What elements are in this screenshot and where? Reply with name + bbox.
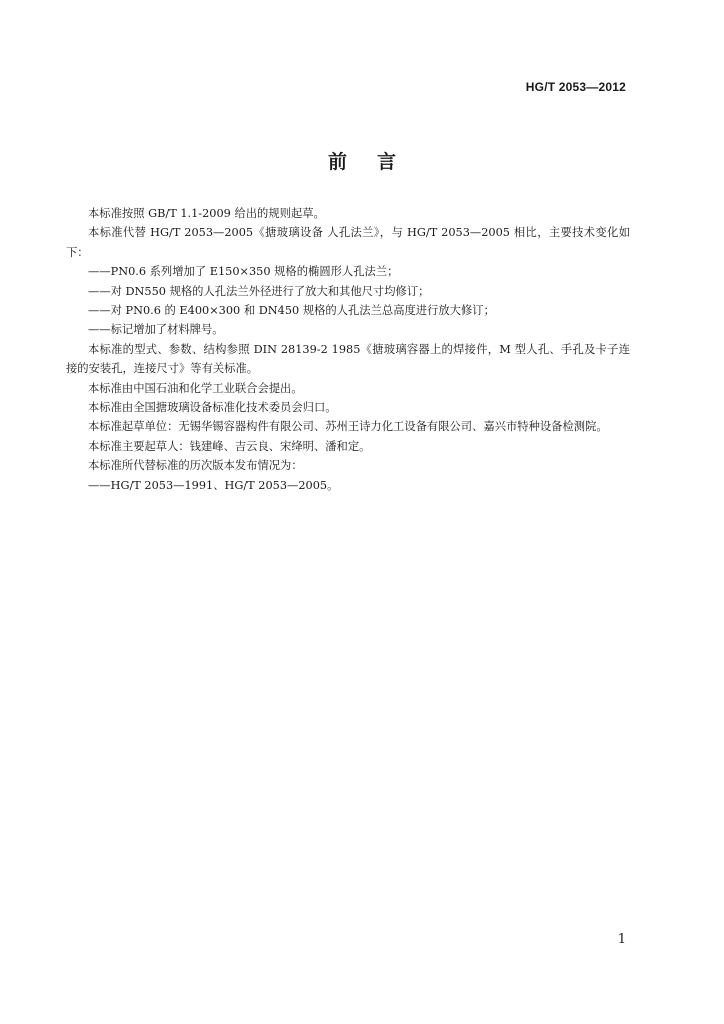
change-item: ——PN0.6 系列增加了 E150×350 规格的椭圆形人孔法兰； <box>88 265 399 279</box>
preface-body <box>66 204 630 495</box>
standard-code: HG/T 2053—2012 <box>525 80 626 94</box>
paragraph-replaces-standard: 本标准代替 HG/T 2053—2005《搪玻璃设备 人孔法兰》，与 HG/T 2053—2005 相比，主要技术变化如下： <box>66 226 630 259</box>
page-title: 前言 <box>327 151 426 173</box>
paragraph-reference-standards: 本标准的型式、参数、结构参照 DIN 28139-2 1985《搪玻璃容器上的焊接件，M 型人孔、手孔及卡子连接的安装孔，连接尺寸》等有关标准。 <box>66 342 630 376</box>
paragraph-proposed-by: 本标准由中国石油和化学工业联合会提出。 <box>88 381 303 395</box>
change-item: ——标记增加了材料牌号。 <box>88 323 224 337</box>
page-number: 1 <box>617 932 626 947</box>
paragraph-managed-by: 本标准由全国搪玻璃设备标准化技术委员会归口。 <box>88 401 337 415</box>
change-item: ——对 DN550 规格的人孔法兰外径进行了放大和其他尺寸均修订； <box>88 284 430 298</box>
change-item: ——对 PN0.6 的 E400×300 和 DN450 规格的人孔法兰总高度进行放大修订； <box>88 304 495 318</box>
paragraph-drafting-organizations: 本标准起草单位：无锡华锡容器构件有限公司、苏州王诗力化工设备有限公司、嘉兴市特种设备检测院。 <box>88 420 608 434</box>
paragraph-main-drafters: 本标准主要起草人：钱建峰、吉云良、宋绛明、潘和定。 <box>88 439 371 453</box>
history-item: ——HG/T 2053—1991、HG/T 2053—2005。 <box>88 478 339 492</box>
paragraph-drafting-rules: 本标准按照 GB/T 1.1-2009 给出的规则起草。 <box>88 207 325 220</box>
paragraph-history-intro: 本标准所代替标准的历次版本发布情况为： <box>88 459 303 473</box>
